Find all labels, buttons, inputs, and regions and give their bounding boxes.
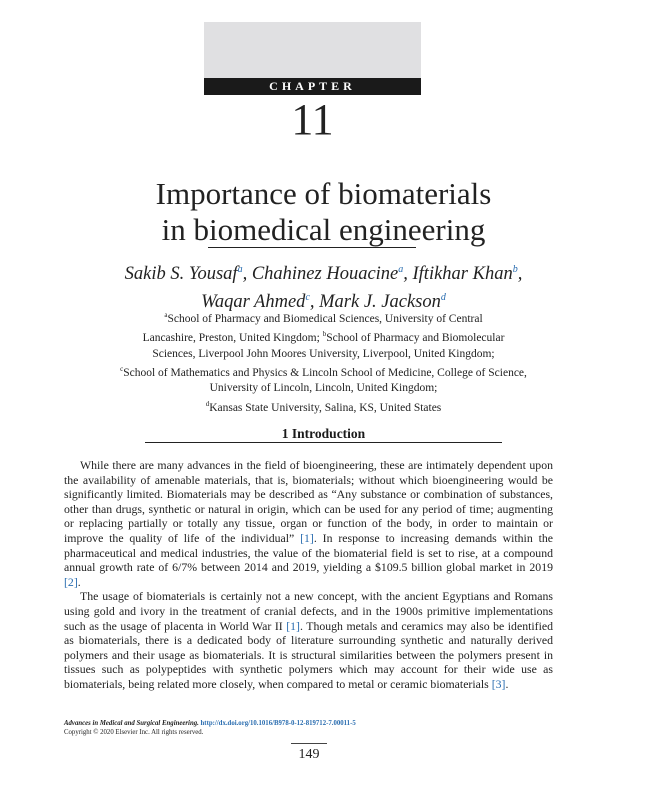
page-number: 149 [298,747,320,762]
chapter-title [80,176,567,248]
section-divider [145,442,502,443]
author-name: Waqar Ahmed [201,292,306,313]
affiliations: $^a$School of Pharmacy and Biomedical Sciences, University of Central Lancashire, Preston, United Kingdom; $^b$School of Pharmacy and Biomolecular Sciences, Liverpool John Moores University, Liverpool, United Kingdom; $^c$School of Mathematics and Physics & Lincoln School of Medicine, College of Science, University of Lincoln, Lincoln, United Kingdom; $^d$Kansas State University, Salina, KS, United States [120,311,527,414]
title-divider [208,247,416,248]
author-list: Sakib S. Yousaf$^a$, Chahinez Houacine$^a$, Iftikhar Khan$^b$, Waqar Ahmed$^c$, Mark J. Jackson$^d$ [124,264,523,313]
body-text [64,458,553,692]
author-affiliation-link[interactable]: a [237,264,243,275]
author-affiliation-link[interactable]: c [305,292,310,304]
author-name: Sakib S. Yousaf [124,264,238,285]
author-name: Chahinez Houacine [251,264,399,285]
doi-link[interactable]: http://dx.doi.org/10.1016/B978-0-12-819712-7.00011-5 [200,720,356,727]
author-affiliation-link[interactable]: b [512,264,518,275]
paragraph-2: The usage of biomaterials is certainly not a new concept, with the ancient Egyptians and Romans using gold and ivory in the treatment of cranial defects, and in the 1900s primitive implementations such as the usage of placenta in World War II [1]. Though metals and ceramics may also be identified as biomaterials, there is a dedicated body of literature surrounding synthetic and naturally derived polymers and their usage as biomaterials. It is structural similarities between the polymers present in tissues such as polypeptides with synthetic polymers which may account for their wide use as biomaterials, being related more closely, when compared to metal or ceramic biomaterials [3]. [64,589,553,691]
citation-link[interactable]: [2] [64,574,78,589]
author-name: Mark J. Jackson [319,292,441,313]
chapter-label: CHAPTER [204,78,421,95]
chapter-title-line-2: in biomedical engineering [161,212,486,247]
page-number-rule [291,743,327,744]
author-name: Iftikhar Khan [412,264,513,285]
paragraph-1: While there are many advances in the field of bioengineering, these are intimately dependent upon the availability of amenable materials, that is, biomaterials; without which bioengineering would be significantly limited. Biomaterials may be described as “Any substance or combination of substances, other than drugs, synthetic or natural in origin, which can be used for any period of time; augmenting or replacing partially or totally any tissue, organ or function of the body, in order to maintain or improve the quality of life of the individual” [1]. In response to increasing demands within the pharmaceutical and medical industries, the value of the biomaterial field is set to rise, at a compound annual growth rate of 6/7% between 2014 and 2019, yielding a $109.5 billion global market in 2019 [2]. [64,458,553,589]
chapter-number: 11 [291,95,334,144]
citation-link[interactable]: [1] [286,618,300,633]
copyright: Copyright © 2020 Elsevier Inc. All rights reserved. [64,729,204,736]
chapter-title-line-1: Importance of biomaterials [155,176,492,211]
journal-name: Advances in Medical and Surgical Engineering. [64,720,199,727]
author-affiliation-link[interactable]: d [440,292,446,304]
section-heading: 1 Introduction [281,426,366,441]
author-affiliation-link[interactable]: a [398,264,404,275]
citation-link[interactable]: [3] [491,676,506,691]
citation-link[interactable]: [1] [300,530,314,545]
page-footer [64,719,564,737]
